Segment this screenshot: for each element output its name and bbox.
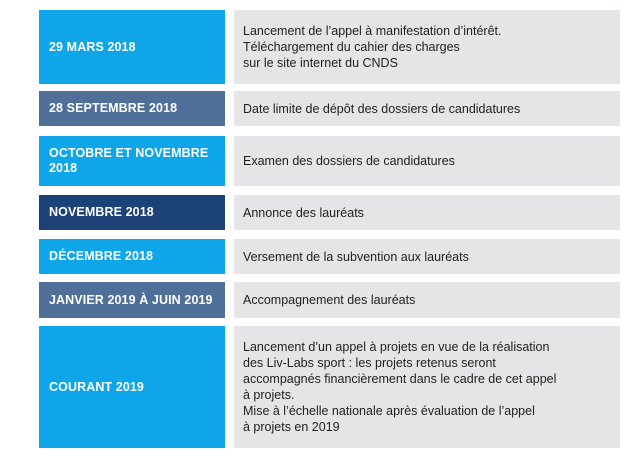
description-text: Date limite de dépôt des dossiers de candidatures [243,101,521,116]
date-cell [39,326,225,448]
date-label: COURANT 2019 [49,379,144,394]
timeline-row [0,326,625,448]
description-cell [234,195,620,230]
description-text: Accompagnement des lauréats [243,293,416,307]
date-label: NOVEMBRE 2018 [49,205,154,219]
description-cell [234,326,620,448]
timeline-row [0,136,625,186]
date-cell [39,10,225,84]
date-label: 29 MARS 2018 [49,39,136,54]
description-text: Versement de la subvention aux lauréats [243,249,469,264]
timeline-row [0,91,625,126]
description-cell [234,136,620,186]
description-cell [234,282,620,318]
timeline-row [0,282,625,318]
date-label: OCTOBRE ET NOVEMBRE 2018 [49,146,209,175]
timeline-row [0,10,625,84]
description-text: Lancement de l’appel à manifestation d’intérêt. Téléchargement du cahier des charges sur le site internet du CNDS [243,24,502,70]
description-cell [234,10,620,84]
date-label: DÉCEMBRE 2018 [49,249,154,263]
date-cell [39,239,225,274]
description-cell [234,239,620,274]
date-label: 28 SEPTEMBRE 2018 [49,101,178,115]
date-cell [39,282,225,318]
description-text: Lancement d’un appel à projets en vue de la réalisation des Liv-Labs sport : les projets retenus seront accompagnés financièrement dans le cadre de cet appel à projets. Mise à l’échelle nationale après évaluation de l’appel à projets en 2019 [243,340,557,434]
description-text: Examen des dossiers de candidatures [243,154,455,168]
date-cell [39,136,225,186]
timeline-row [0,239,625,274]
timeline-row [0,195,625,230]
date-cell [39,195,225,230]
date-cell [39,91,225,126]
description-cell [234,91,620,126]
description-text: Annonce des lauréats [243,205,364,220]
date-label: JANVIER 2019 À JUIN 2019 [49,292,213,307]
